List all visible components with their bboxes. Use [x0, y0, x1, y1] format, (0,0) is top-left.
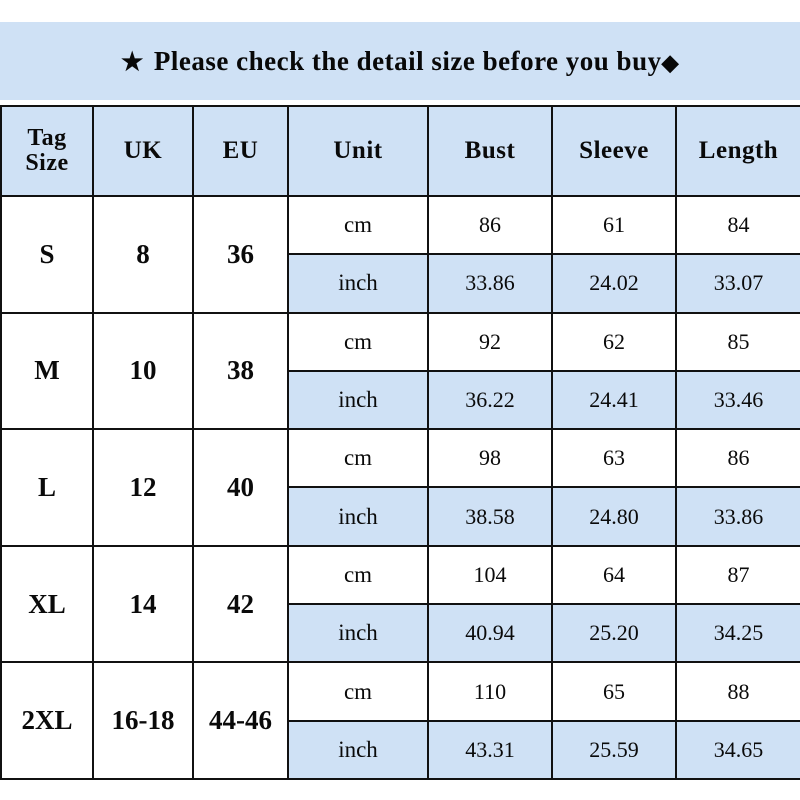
cell-sleeve-cm: 63: [552, 429, 676, 487]
cell-tag-size: L: [1, 429, 93, 546]
header-tag-size-line2: Size: [25, 150, 69, 176]
cell-bust-inch: 38.58: [428, 487, 552, 545]
cell-length-cm: 85: [676, 313, 800, 371]
cell-bust-cm: 104: [428, 546, 552, 604]
header-bust: Bust: [428, 106, 552, 196]
notice-banner-text: [121, 46, 679, 77]
cell-uk: 8: [93, 196, 193, 313]
cell-sleeve-cm: 64: [552, 546, 676, 604]
cell-sleeve-cm: 65: [552, 662, 676, 720]
cell-unit-cm: cm: [288, 662, 428, 720]
cell-unit-cm: cm: [288, 429, 428, 487]
cell-unit-inch: inch: [288, 604, 428, 662]
cell-unit-cm: cm: [288, 313, 428, 371]
table-row: [1, 546, 800, 604]
cell-length-cm: 88: [676, 662, 800, 720]
cell-tag-size: S: [1, 196, 93, 313]
cell-eu: 40: [193, 429, 288, 546]
cell-bust-cm: 110: [428, 662, 552, 720]
cell-bust-inch: 43.31: [428, 721, 552, 779]
cell-sleeve-inch: 24.02: [552, 254, 676, 312]
cell-sleeve-cm: 62: [552, 313, 676, 371]
header-length: Length: [676, 106, 800, 196]
size-table: [0, 105, 800, 780]
diamond-icon: ◆: [661, 49, 680, 75]
star-icon: ★: [120, 48, 144, 76]
table-body: [1, 196, 800, 779]
cell-unit-cm: cm: [288, 546, 428, 604]
cell-unit-inch: inch: [288, 254, 428, 312]
notice-text: Please check the detail size before you buy: [153, 45, 662, 76]
header-unit: Unit: [288, 106, 428, 196]
cell-uk: 16-18: [93, 662, 193, 779]
cell-bust-cm: 92: [428, 313, 552, 371]
cell-length-inch: 34.65: [676, 721, 800, 779]
notice-banner: [0, 22, 800, 100]
size-table-container: [0, 105, 800, 780]
cell-tag-size: 2XL: [1, 662, 93, 779]
cell-bust-cm: 98: [428, 429, 552, 487]
cell-length-inch: 34.25: [676, 604, 800, 662]
header-eu: EU: [193, 106, 288, 196]
cell-eu: 38: [193, 313, 288, 430]
cell-unit-inch: inch: [288, 371, 428, 429]
cell-eu: 44-46: [193, 662, 288, 779]
table-row: [1, 662, 800, 720]
cell-length-cm: 84: [676, 196, 800, 254]
table-row: [1, 196, 800, 254]
cell-length-inch: 33.86: [676, 487, 800, 545]
table-row: [1, 429, 800, 487]
cell-unit-inch: inch: [288, 721, 428, 779]
cell-bust-inch: 33.86: [428, 254, 552, 312]
header-sleeve: Sleeve: [552, 106, 676, 196]
cell-unit-inch: inch: [288, 487, 428, 545]
cell-sleeve-inch: 24.80: [552, 487, 676, 545]
cell-eu: 36: [193, 196, 288, 313]
cell-uk: 14: [93, 546, 193, 663]
cell-bust-inch: 36.22: [428, 371, 552, 429]
cell-tag-size: M: [1, 313, 93, 430]
table-header: [1, 106, 800, 196]
cell-uk: 12: [93, 429, 193, 546]
header-tag-size-line1: Tag: [27, 124, 67, 151]
cell-sleeve-inch: 25.20: [552, 604, 676, 662]
cell-length-cm: 86: [676, 429, 800, 487]
table-row: [1, 313, 800, 371]
cell-sleeve-inch: 25.59: [552, 721, 676, 779]
header-uk: UK: [93, 106, 193, 196]
cell-eu: 42: [193, 546, 288, 663]
cell-length-inch: 33.46: [676, 371, 800, 429]
table-header-row: [1, 106, 800, 196]
cell-sleeve-inch: 24.41: [552, 371, 676, 429]
cell-sleeve-cm: 61: [552, 196, 676, 254]
cell-length-cm: 87: [676, 546, 800, 604]
cell-length-inch: 33.07: [676, 254, 800, 312]
cell-uk: 10: [93, 313, 193, 430]
cell-bust-cm: 86: [428, 196, 552, 254]
cell-unit-cm: cm: [288, 196, 428, 254]
cell-bust-inch: 40.94: [428, 604, 552, 662]
cell-tag-size: XL: [1, 546, 93, 663]
header-tag-size: [1, 106, 93, 196]
